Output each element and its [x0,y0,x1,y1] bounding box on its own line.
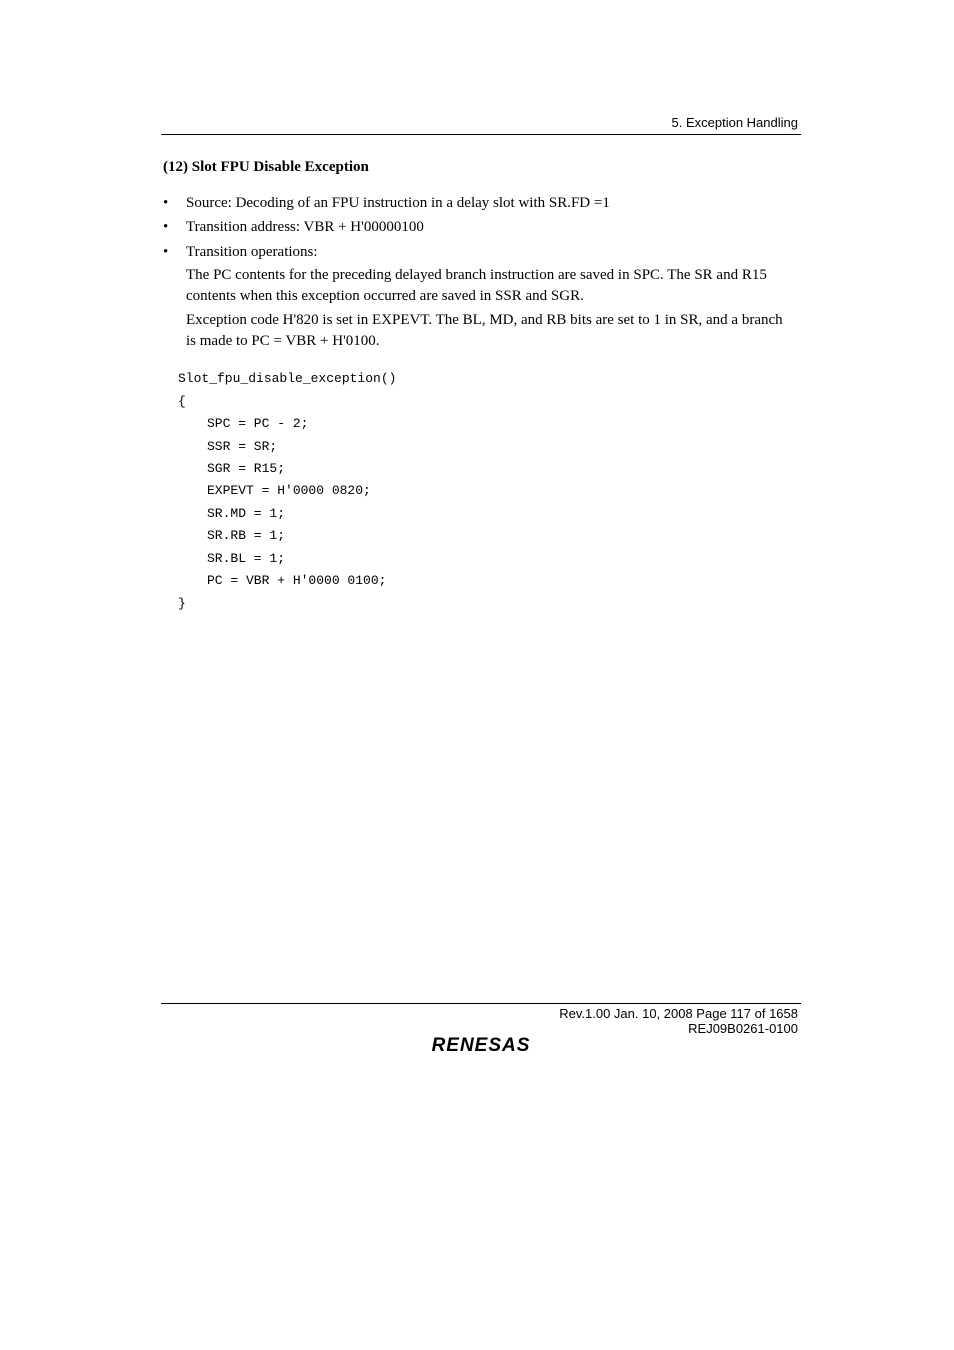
code-line: SR.BL = 1; [207,551,286,566]
code-line: SGR = R15; [207,461,286,476]
footer-revision: Rev.1.00 Jan. 10, 2008 Page 117 of 1658 [559,1006,798,1021]
footer-rule [161,1003,801,1004]
code-signature: Slot_fpu_disable_exception() [178,371,397,386]
bullet-marker: • [163,219,169,235]
footer-doc-number: REJ09B0261-0100 [688,1021,798,1036]
header-rule [161,134,801,135]
chapter-header: 5. Exception Handling [671,115,798,130]
code-line: SR.RB = 1; [207,528,286,543]
code-open-brace: { [178,394,186,409]
paragraph-save-registers: The PC contents for the preceding delayed branch instruction are saved in SPC. The SR and R15 contents when this exception occurred are saved in SSR and SGR. [186,267,767,304]
code-line: SR.MD = 1; [207,506,286,521]
bullet-marker: • [163,244,169,260]
code-line: SPC = PC - 2; [207,416,309,431]
code-line: PC = VBR + H'0000 0100; [207,573,387,588]
bullet-transition-operations: Transition operations: [186,244,318,260]
bullet-marker: • [163,195,169,211]
renesas-logo [421,1032,541,1056]
bullet-source: Source: Decoding of an FPU instruction in a delay slot with SR.FD =1 [186,195,610,211]
logo-text: RENESAS [431,1035,531,1056]
code-line: EXPEVT = H'0000 0820; [207,483,371,498]
section-title: (12) Slot FPU Disable Exception [163,159,369,175]
paragraph-exception-code: Exception code H'820 is set in EXPEVT. The BL, MD, and RB bits are set to 1 in SR, and a branch is made to PC = VBR + H'0100. [186,312,783,349]
code-close-brace: } [178,596,186,611]
bullet-transition-address: Transition address: VBR + H'00000100 [186,219,424,235]
code-line: SSR = SR; [207,439,278,454]
